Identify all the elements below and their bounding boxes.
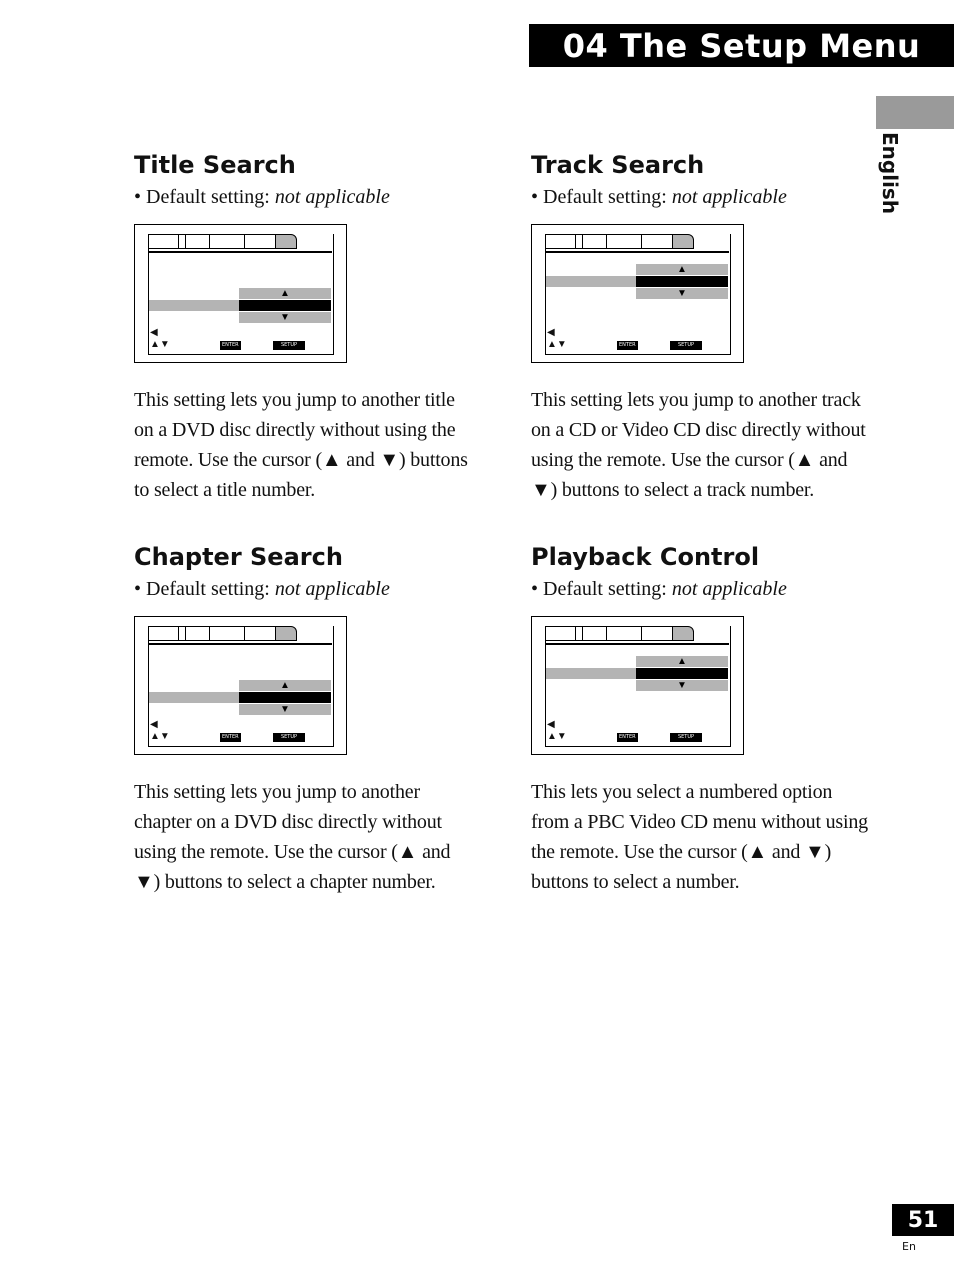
section-heading: Playback Control <box>531 543 760 571</box>
section-body: This setting lets you jump to another chapter on a DVD disc directly without using the remote. Use the cursor (▲ and ▼) buttons to select a chapter number. <box>134 781 451 893</box>
up-arrow-icon: ▲ <box>677 656 687 667</box>
section-heading: Title Search <box>134 151 296 179</box>
up-down-arrows-icon: ▲▼ <box>150 731 170 742</box>
setup-button-label: SETUP <box>273 341 305 350</box>
section-body: This setting lets you jump to another track on a CD or Video CD disc directly without using the remote. Use the cursor (▲ and ▼) buttons to select a track number. <box>531 389 866 501</box>
left-arrow-icon: ◀ <box>150 327 158 338</box>
setup-screen-illustration <box>134 224 347 363</box>
section-chapter-search <box>134 542 474 897</box>
down-arrow-icon: ▼ <box>280 704 290 715</box>
enter-button-label: ENTER <box>619 734 636 740</box>
section-title-search <box>134 150 474 505</box>
enter-button-label: ENTER <box>222 734 239 740</box>
section-heading: Track Search <box>531 151 705 179</box>
screen-selected-label <box>149 692 239 703</box>
up-arrow-icon: ▲ <box>677 264 687 275</box>
page-header-title: 04 The Setup Menu <box>529 24 954 67</box>
section-heading: Chapter Search <box>134 543 343 571</box>
screen-tab-strip <box>148 626 332 642</box>
screen-selected-value <box>636 668 728 679</box>
side-tab-marker <box>876 96 954 129</box>
down-arrow-icon: ▼ <box>677 680 687 691</box>
screen-selected-label <box>546 668 636 679</box>
left-arrow-icon: ◀ <box>547 327 555 338</box>
screen-selected-value <box>636 276 728 287</box>
screen-selected-value <box>239 692 331 703</box>
default-setting: • Default setting: not applicable <box>134 578 390 600</box>
setup-screen-illustration <box>134 616 347 755</box>
side-language-label: English <box>878 132 902 215</box>
up-down-arrows-icon: ▲▼ <box>547 339 567 350</box>
screen-selected-value <box>239 300 331 311</box>
left-arrow-icon: ◀ <box>150 719 158 730</box>
default-setting: • Default setting: not applicable <box>134 186 390 208</box>
left-arrow-icon: ◀ <box>547 719 555 730</box>
screen-tab-rule <box>545 643 729 645</box>
page-number: 51 <box>892 1204 954 1236</box>
setup-screen-illustration <box>531 224 744 363</box>
screen-selected-label <box>149 300 239 311</box>
screen-tab-strip <box>545 626 729 642</box>
screen-tab-rule <box>148 251 332 253</box>
section-body: This lets you select a numbered option from a PBC Video CD menu without using the remote. Use the cursor (▲ and ▼) buttons to select a number. <box>531 781 868 893</box>
up-down-arrows-icon: ▲▼ <box>547 731 567 742</box>
section-body: This setting lets you jump to another title on a DVD disc directly without using the remote. Use the cursor (▲ and ▼) buttons to select a title number. <box>134 389 468 501</box>
default-setting: • Default setting: not applicable <box>531 186 787 208</box>
section-playback-control <box>531 542 871 897</box>
screen-tab-rule <box>148 643 332 645</box>
up-arrow-icon: ▲ <box>280 680 290 691</box>
default-setting: • Default setting: not applicable <box>531 578 787 600</box>
screen-selected-label <box>546 276 636 287</box>
setup-button-label: SETUP <box>273 733 305 742</box>
setup-button-label: SETUP <box>670 733 702 742</box>
screen-tab-strip <box>545 234 729 250</box>
enter-button-label: ENTER <box>619 342 636 348</box>
up-down-arrows-icon: ▲▼ <box>150 339 170 350</box>
screen-tab-rule <box>545 251 729 253</box>
setup-button-label: SETUP <box>670 341 702 350</box>
setup-screen-illustration <box>531 616 744 755</box>
down-arrow-icon: ▼ <box>677 288 687 299</box>
page-language-code: En <box>902 1240 916 1253</box>
up-arrow-icon: ▲ <box>280 288 290 299</box>
screen-tab-strip <box>148 234 332 250</box>
down-arrow-icon: ▼ <box>280 312 290 323</box>
section-track-search <box>531 150 871 505</box>
enter-button-label: ENTER <box>222 342 239 348</box>
